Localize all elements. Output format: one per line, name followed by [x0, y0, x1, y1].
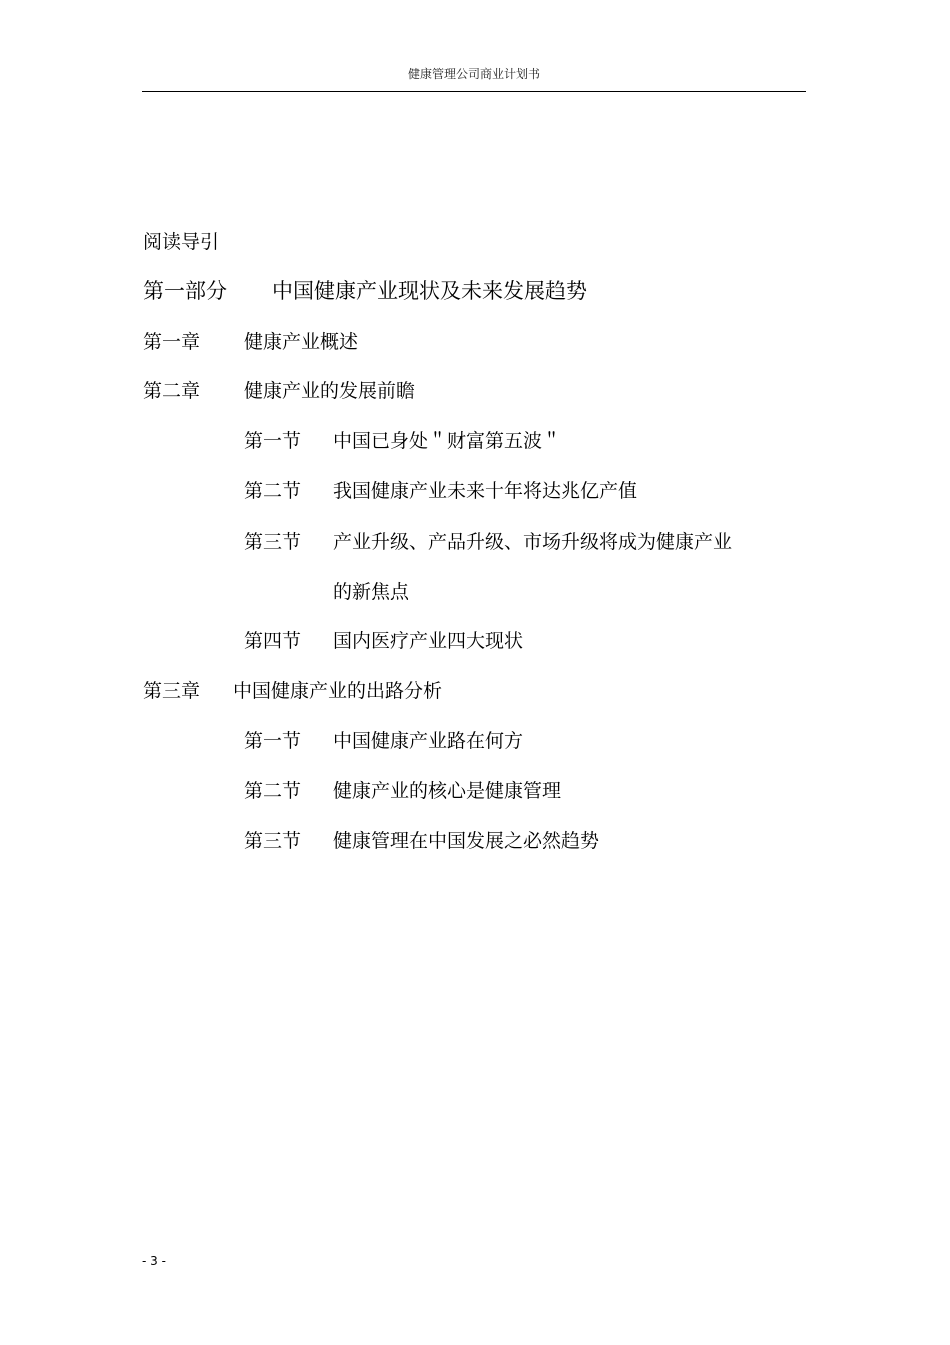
toc-section-2-2[interactable]: [244, 479, 637, 503]
toc-section-2-3-continued[interactable]: [333, 580, 409, 604]
section-label: 第一节: [244, 730, 302, 752]
toc-part-1[interactable]: [143, 278, 587, 304]
toc-section-3-1[interactable]: [244, 729, 523, 753]
running-header: 健康管理公司商业计划书: [407, 67, 540, 81]
toc-chapter-2[interactable]: [143, 379, 415, 403]
chapter-label: 第三章: [143, 680, 201, 702]
chapter-title: 中国健康产业的出路分析: [233, 680, 443, 702]
reading-guide-entry[interactable]: [143, 230, 219, 254]
part-label: 第一部分: [143, 279, 227, 303]
page-number: - 3 -: [142, 1254, 166, 1268]
section-label: 第三节: [244, 531, 302, 553]
part-title: 中国健康产业现状及未来发展趋势: [272, 279, 587, 303]
section-title: 国内医疗产业四大现状: [333, 630, 524, 652]
header-divider: [142, 91, 806, 92]
section-label: 第二节: [244, 780, 302, 802]
section-label: 第三节: [244, 830, 302, 852]
section-label: 第一节: [244, 430, 302, 452]
toc-section-2-3[interactable]: [244, 530, 732, 554]
toc-section-2-1[interactable]: [244, 429, 561, 453]
section-label: 第二节: [244, 480, 302, 502]
section-title: 健康产业的核心是健康管理: [333, 780, 562, 802]
section-title: 中国已身处＂财富第五波＂: [333, 430, 562, 452]
section-label: 第四节: [244, 630, 302, 652]
section-title: 中国健康产业路在何方: [333, 730, 524, 752]
chapter-title: 健康产业的发展前瞻: [244, 380, 416, 402]
toc-chapter-3[interactable]: [143, 679, 442, 703]
section-title-continued: 的新焦点: [333, 581, 410, 603]
chapter-label: 第二章: [143, 380, 201, 402]
chapter-title: 健康产业概述: [244, 331, 359, 353]
toc-chapter-1[interactable]: [143, 330, 358, 354]
toc-section-3-3[interactable]: [244, 829, 599, 853]
section-title: 我国健康产业未来十年将达兆亿产值: [333, 480, 638, 502]
toc-section-3-2[interactable]: [244, 779, 561, 803]
reading-guide-title: 阅读导引: [143, 231, 220, 253]
toc-section-2-4[interactable]: [244, 629, 523, 653]
section-title: 健康管理在中国发展之必然趋势: [333, 830, 600, 852]
chapter-label: 第一章: [143, 331, 201, 353]
section-title: 产业升级、产品升级、市场升级将成为健康产业: [333, 531, 733, 553]
